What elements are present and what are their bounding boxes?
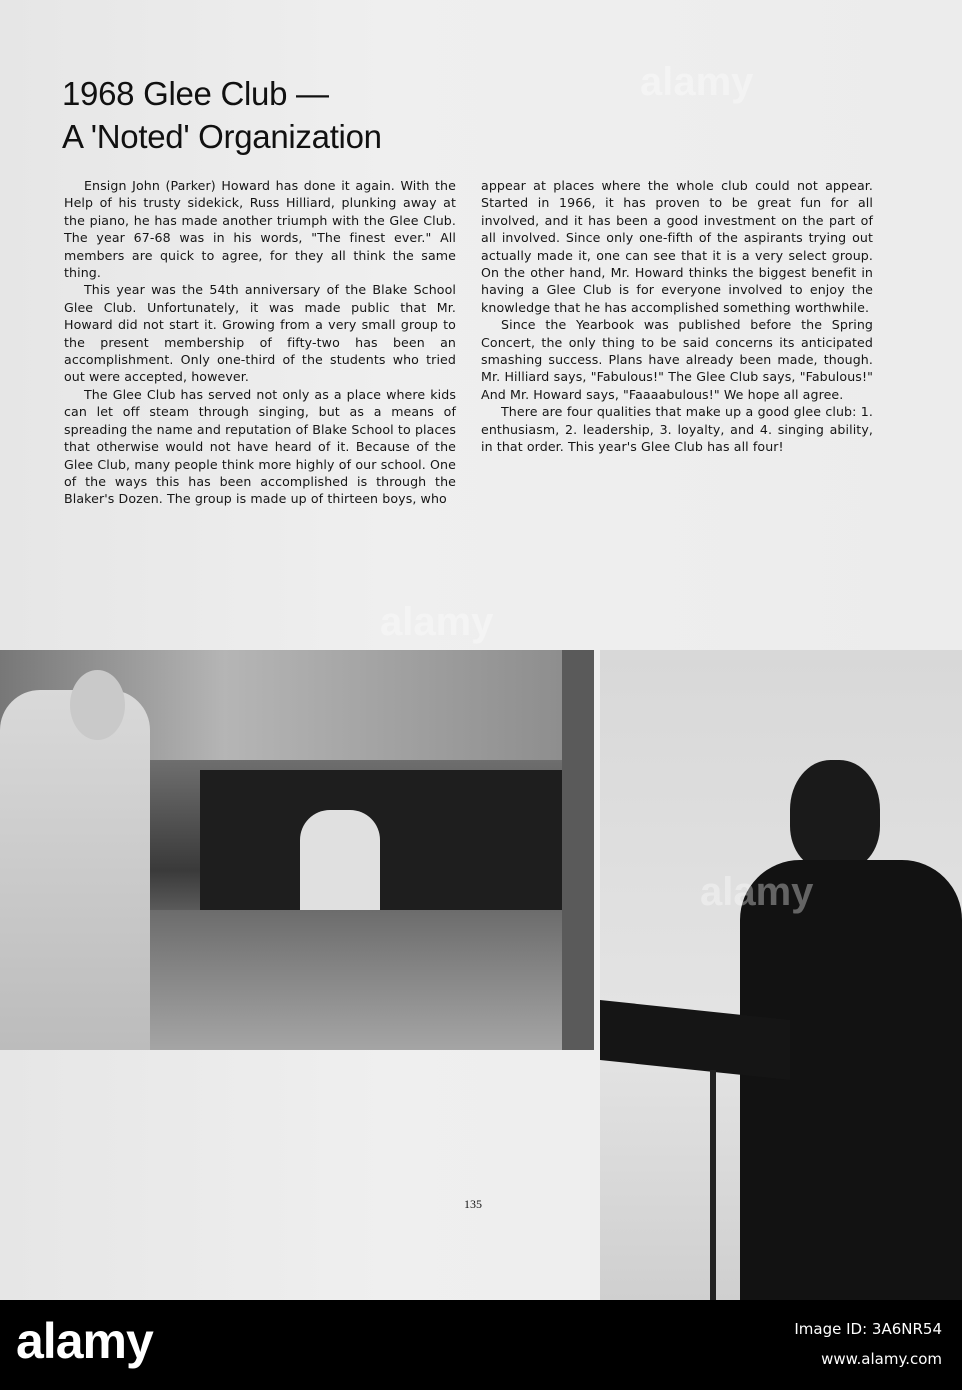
title-line-2: A 'Noted' Organization xyxy=(62,118,382,155)
alamy-logo: alamy xyxy=(16,1313,153,1369)
paragraph: There are four qualities that make up a good glee club: 1. enthusiasm, 2. leadership, 3. loyalty, and 4. singing ability, in that order. This year's Glee Club has all four! xyxy=(481,404,873,455)
left-text-column xyxy=(64,177,456,508)
image-id: Image ID: 3A6NR54 xyxy=(794,1320,942,1338)
paragraph: This year was the 54th anniversary of the Blake School Glee Club. Unfortunately, it was made public that Mr. Howard did not start it. Growing from a very small group to the present membership of fifty-two has been an accomplishment. Only one-third of the students who tried out were accepted, however. xyxy=(64,282,456,385)
right-text-column xyxy=(481,177,873,456)
divider-strip xyxy=(562,650,594,1050)
paragraph: appear at places where the whole club could not appear. Started in 1966, it has proven to be great fun for all involved, and it has been a good investment on the part of all involved. Since only one-fifth of the aspirants trying out actually made it, one can see that it is a very select group. On the other hand, Mr. Howard thinks the biggest benefit in having a Glee Club is for everyone involved to enjoy the knowledge that he has accomplished something worthwhile. xyxy=(481,178,873,315)
watermark-text: alamy xyxy=(640,60,754,104)
watermark-text: alamy xyxy=(380,600,494,644)
stock-watermark-bar xyxy=(0,1300,962,1390)
title-line-1: 1968 Glee Club — xyxy=(62,75,329,112)
glee-club-rehearsal-photo xyxy=(0,650,562,1050)
article-title xyxy=(62,72,382,158)
site-url: www.alamy.com xyxy=(821,1350,942,1368)
paragraph: Since the Yearbook was published before the Spring Concert, the only thing to be said concerns its anticipated smashing success. Plans have already been made, though. Mr. Hilliard says, "Fabulous!" The Glee Club says, "Fabulous!" And Mr. Howard says, "Faaaabulous!" We hope all agree. xyxy=(481,317,873,402)
paragraph: Ensign John (Parker) Howard has done it again. With the Help of his trusty sidekick, Russ Hilliard, plunking away at the piano, he has made another triumph with the Glee Club. The year 67-68 was in his words, "The finest ever." All members are quick to agree, for they all think the same thing. xyxy=(64,178,456,281)
page-number: 135 xyxy=(464,1197,482,1211)
director-portrait-photo xyxy=(600,650,962,1300)
paragraph: The Glee Club has served not only as a place where kids can let off steam through singing, but as a means of spreading the name and reputation of Blake School to places that otherwise would not have heard of it. Because of the Glee Club, many people think more highly of our school. One of the ways this has been accomplished is through the Blaker's Dozen. The group is made up of thirteen boys, who xyxy=(64,386,456,507)
watermark-text: alamy xyxy=(700,870,814,914)
